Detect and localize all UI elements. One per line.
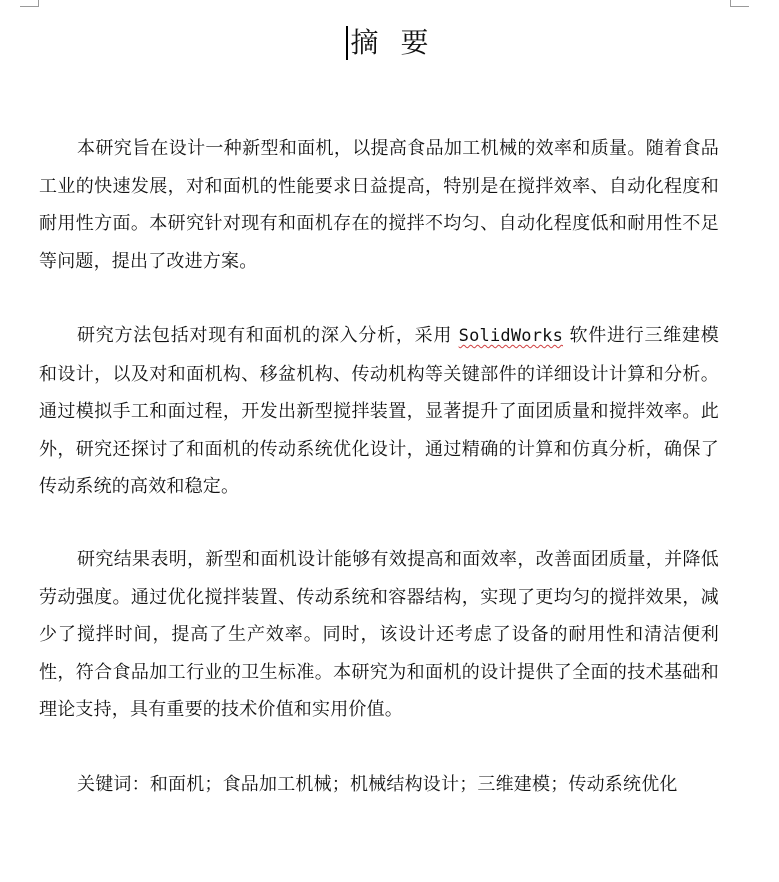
abstract-title-block bbox=[0, 20, 779, 66]
abstract-title-text: 摘要 bbox=[350, 26, 451, 59]
software-name-spellcheck: SolidWorks bbox=[458, 326, 564, 346]
paragraph-2-text-b: 软件进行三维建模和设计，以及对和面机构、移盆机构、传动机构等关键部件的详细设计计算和分析。通过模拟手工和面过程，开发出新型搅拌装置，显著提升了面团质量和搅拌效率。此外，研究还探讨了和面机的传动系统优化设计，通过精确的计算和仿真分析，确保了传动系统的高效和稳定。 bbox=[39, 325, 720, 497]
keywords-text: 和面机；食品加工机械；机械结构设计；三维建模；传动系统优化 bbox=[149, 774, 678, 795]
abstract-paragraph-3: 研究结果表明，新型和面机设计能够有效提高和面效率，改善面团质量，并降低劳动强度。通过优化搅拌装置、传动系统和容器结构，实现了更均匀的搅拌效果，减少了搅拌时间，提高了生产效率。同时，该设计还考虑了设备的耐用性和清洁便利性，符合食品加工行业的卫生标准。本研究为和面机的设计提供了全面的技术基础和理论支持，具有重要的技术价值和实用价值。 bbox=[39, 549, 719, 720]
paragraph-2-text-a: 研究方法包括对现有和面机的深入分析，采用 bbox=[77, 325, 453, 346]
abstract-paragraph-2 bbox=[39, 317, 719, 506]
page-corner-mark-right bbox=[730, 0, 749, 7]
abstract-title bbox=[350, 20, 450, 66]
text-cursor bbox=[346, 26, 348, 60]
keywords-label: 关键词： bbox=[77, 774, 150, 795]
abstract-paragraph-1: 本研究旨在设计一种新型和面机，以提高食品加工机械的效率和质量。随着食品工业的快速发展，对和面机的性能要求日益提高，特别是在搅拌效率、自动化程度和耐用性方面。本研究针对现有和面机存在的搅拌不均匀、自动化程度低和耐用性不足等问题，提出了改进方案。 bbox=[39, 138, 719, 272]
keywords-line bbox=[39, 766, 719, 804]
page-corner-mark-left bbox=[20, 0, 39, 7]
